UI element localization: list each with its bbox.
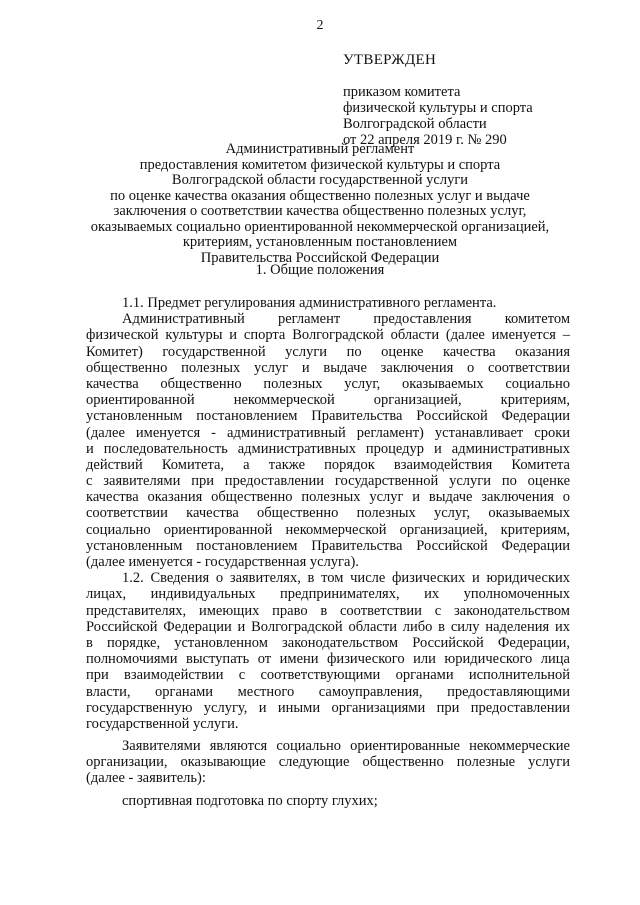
approval-line: физической культуры и спорта <box>343 100 533 116</box>
body-line: соответствии качества общественно полезных услуг, оказываемых <box>86 505 570 522</box>
body-line: (далее - заявитель): <box>86 770 206 787</box>
approval-line: Волгоградской области <box>343 116 487 132</box>
body-line: Административный регламент предоставления комитетом <box>122 311 570 328</box>
title-line: предоставления комитетом физической культуры и спорта <box>139 156 501 173</box>
body-line: общественно полезных услуг и выдаче заключения о соответствии <box>86 359 570 376</box>
approval-heading: УТВЕРЖДЕН <box>343 52 437 68</box>
body-line: 1.2. Сведения о заявителях, в том числе физических и юридических <box>122 570 570 587</box>
body-line: Российской Федерации и Волгоградской области либо в силу наделения их <box>86 618 570 635</box>
body-line: власти, органами местного самоуправления, предоставляющими <box>86 683 570 700</box>
body-line: Заявителями являются социально ориентированные некоммерческие <box>122 738 570 755</box>
body-line: установленным постановлением Правительства Российской Федерации <box>86 537 570 554</box>
approval-line: приказом комитета <box>343 84 461 100</box>
body-line: и последовательность административных процедур и административных <box>86 440 570 457</box>
body-line: качества оказания общественно полезных услуг и выдаче заключения о <box>86 489 570 506</box>
body-line: качества общественно полезных услуг, оказываемых социально <box>86 375 570 392</box>
title-line: по оценке качества оказания общественно полезных услуг и выдаче <box>110 187 530 204</box>
title-line: Административный регламент <box>225 141 415 157</box>
body-line: государственную услугу, и иными организациями при предоставлении <box>86 699 570 716</box>
body-line: Комитет) государственной услуги по оценке качества оказания <box>86 343 570 360</box>
body-line: при взаимодействии с соответствующими органами исполнительной <box>86 667 570 684</box>
title-line: заключения о соответствии качества общественно полезных услуг, <box>113 203 527 219</box>
body-line: (далее именуется - государственная услуга). <box>86 554 359 570</box>
body-line: 1.1. Предмет регулирования административного регламента. <box>122 295 497 311</box>
body-line: организации, оказывающие следующие общественно полезные услуги <box>86 754 570 771</box>
approval-block <box>343 52 603 148</box>
title-line: Правительства Российской Федерации <box>200 249 440 266</box>
page-number: 2 <box>316 18 324 33</box>
body-line: государственной услуги. <box>86 715 239 732</box>
body-line: физической культуры и спорта Волгоградской области (далее именуется – <box>86 327 570 344</box>
body-line: установленным постановлением Правительства Российской Федерации <box>86 408 570 425</box>
body-line: в порядке, установленном законодательством Российской Федерации, <box>86 634 570 651</box>
document-title <box>70 142 570 266</box>
body-line: представителях, имеющих право в соответствии с законодательством <box>86 602 570 619</box>
title-line: Волгоградской области государственной услуги <box>171 172 469 188</box>
body-line: лицах, индивидуальных предпринимателях, их уполномоченных <box>86 586 570 603</box>
body-text <box>86 295 570 809</box>
body-line: спортивная подготовка по спорту глухих; <box>122 792 378 809</box>
title-line: критериям, установленным постановлением <box>182 234 458 250</box>
body-line: ориентированной некоммерческой организацией, критериям, <box>86 392 570 409</box>
body-line: действий Комитета, а также порядок взаимодействия Комитета <box>86 456 570 473</box>
section-heading: 1. Общие положения <box>255 262 385 278</box>
body-line: с заявителями при предоставлении государственной услуги по оценке <box>86 473 570 490</box>
body-line: социально ориентированной некоммерческой организацией, критериям, <box>86 521 570 538</box>
body-line: полномочиями выступать от имени физического или юридического лица <box>86 651 570 668</box>
body-line: (далее именуется - административный регламент) устанавливает сроки <box>86 424 570 441</box>
title-line: оказываемых социально ориентированной некоммерческой организацией, <box>90 218 550 235</box>
approval-line: от 22 апреля 2019 г. № 290 <box>343 132 507 148</box>
